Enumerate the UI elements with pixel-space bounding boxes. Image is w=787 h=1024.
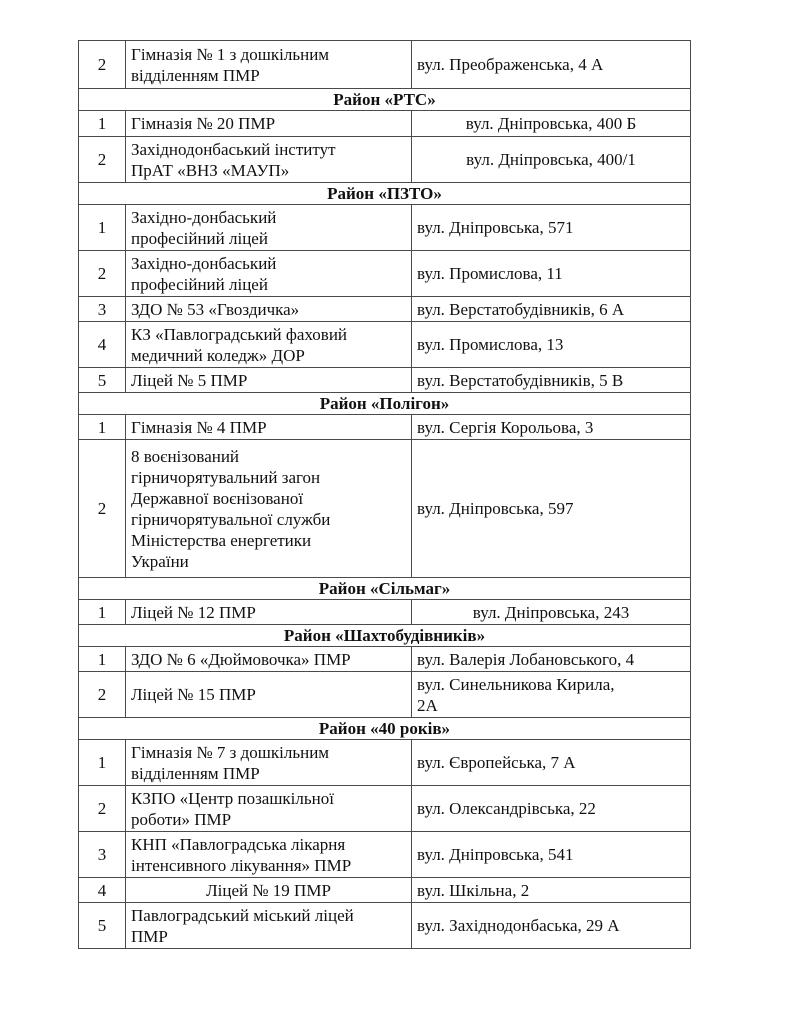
district-header-pzto <box>79 183 691 205</box>
table-row <box>79 137 691 183</box>
row-number: 4 <box>79 322 126 368</box>
table-row <box>79 903 691 949</box>
institution-address: вул. Європейська, 7 А <box>412 740 691 786</box>
institution-name: Західно-донбаський професійний ліцей <box>126 251 412 297</box>
row-number: 5 <box>79 903 126 949</box>
row-number: 4 <box>79 878 126 903</box>
row-number: 2 <box>79 786 126 832</box>
institution-address: вул. Сергія Корольова, 3 <box>412 415 691 440</box>
institution-name: ЗДО № 6 «Дюймовочка» ПМР <box>126 647 412 672</box>
row-number: 2 <box>79 440 126 578</box>
district-header-40-rokiv <box>79 718 691 740</box>
table-row <box>79 111 691 137</box>
district-title: Район «РТС» <box>79 89 691 111</box>
institution-address: вул. Дніпровська, 400 Б <box>412 111 691 137</box>
district-header-rts <box>79 89 691 111</box>
institution-name: ЗДО № 53 «Гвоздичка» <box>126 297 412 322</box>
institutions-table <box>78 40 691 949</box>
district-title: Район «Полігон» <box>79 393 691 415</box>
row-number: 2 <box>79 251 126 297</box>
institution-address: вул. Шкільна, 2 <box>412 878 691 903</box>
institution-name: Західно-донбаський професійний ліцей <box>126 205 412 251</box>
row-number: 1 <box>79 111 126 137</box>
institution-name: Ліцей № 15 ПМР <box>126 672 412 718</box>
institution-name: КНП «Павлоградська лікарня інтенсивного лікування» ПМР <box>126 832 412 878</box>
row-number: 2 <box>79 137 126 183</box>
institution-address: вул. Дніпровська, 571 <box>412 205 691 251</box>
institution-address: вул. Дніпровська, 597 <box>412 440 691 578</box>
table-row <box>79 440 691 578</box>
institution-name: КЗПО «Центр позашкільної роботи» ПМР <box>126 786 412 832</box>
table-row <box>79 368 691 393</box>
institution-address: вул. Валерія Лобановського, 4 <box>412 647 691 672</box>
institution-address: вул. Дніпровська, 243 <box>412 600 691 625</box>
district-title: Район «Сільмаг» <box>79 578 691 600</box>
table-row <box>79 740 691 786</box>
institution-name: Гімназія № 4 ПМР <box>126 415 412 440</box>
institution-address: вул. Промислова, 11 <box>412 251 691 297</box>
row-number: 1 <box>79 415 126 440</box>
row-number: 5 <box>79 368 126 393</box>
district-header-poligon <box>79 393 691 415</box>
institution-address: вул. Синельникова Кирила, 2А <box>412 672 691 718</box>
table-row <box>79 786 691 832</box>
table-row <box>79 672 691 718</box>
institution-address: вул. Верстатобудівників, 6 А <box>412 297 691 322</box>
table-row <box>79 600 691 625</box>
institution-name: Ліцей № 5 ПМР <box>126 368 412 393</box>
institution-address: вул. Дніпровська, 541 <box>412 832 691 878</box>
institution-address: вул. Промислова, 13 <box>412 322 691 368</box>
table-row <box>79 41 691 89</box>
institution-name: Гімназія № 7 з дошкільним відділенням ПМР <box>126 740 412 786</box>
table-row <box>79 297 691 322</box>
institution-name: Ліцей № 19 ПМР <box>126 878 412 903</box>
table-row <box>79 251 691 297</box>
row-number: 1 <box>79 740 126 786</box>
row-number: 3 <box>79 832 126 878</box>
table-row <box>79 415 691 440</box>
institution-address: вул. Дніпровська, 400/1 <box>412 137 691 183</box>
table-row <box>79 647 691 672</box>
row-number: 1 <box>79 647 126 672</box>
institution-name: Ліцей № 12 ПМР <box>126 600 412 625</box>
institution-address: вул. Преображенська, 4 А <box>412 41 691 89</box>
row-number: 1 <box>79 600 126 625</box>
institution-name: Західнодонбаський інститут ПрАТ «ВНЗ «МАУП» <box>126 137 412 183</box>
institution-name: Гімназія № 20 ПМР <box>126 111 412 137</box>
row-number: 1 <box>79 205 126 251</box>
table-row <box>79 322 691 368</box>
institution-address: вул. Олександрівська, 22 <box>412 786 691 832</box>
district-header-silmag <box>79 578 691 600</box>
institution-name: 8 воєнізований гірничорятувальний загон Державної воєнізованої гірничорятувальної служби Міністерства енергетики України <box>126 440 412 578</box>
district-title: Район «Шахтобудівників» <box>79 625 691 647</box>
table-row <box>79 878 691 903</box>
institution-name: Павлоградський міський ліцей ПМР <box>126 903 412 949</box>
institution-name: Гімназія № 1 з дошкільним відділенням ПМР <box>126 41 412 89</box>
district-title: Район «ПЗТО» <box>79 183 691 205</box>
institution-address: вул. Верстатобудівників, 5 В <box>412 368 691 393</box>
district-header-shakhtobudivnykiv <box>79 625 691 647</box>
district-title: Район «40 років» <box>79 718 691 740</box>
institution-address: вул. Західнодонбаська, 29 А <box>412 903 691 949</box>
row-number: 2 <box>79 41 126 89</box>
institution-name: КЗ «Павлоградський фаховий медичний коледж» ДОР <box>126 322 412 368</box>
table-row <box>79 832 691 878</box>
row-number: 2 <box>79 672 126 718</box>
table-row <box>79 205 691 251</box>
row-number: 3 <box>79 297 126 322</box>
